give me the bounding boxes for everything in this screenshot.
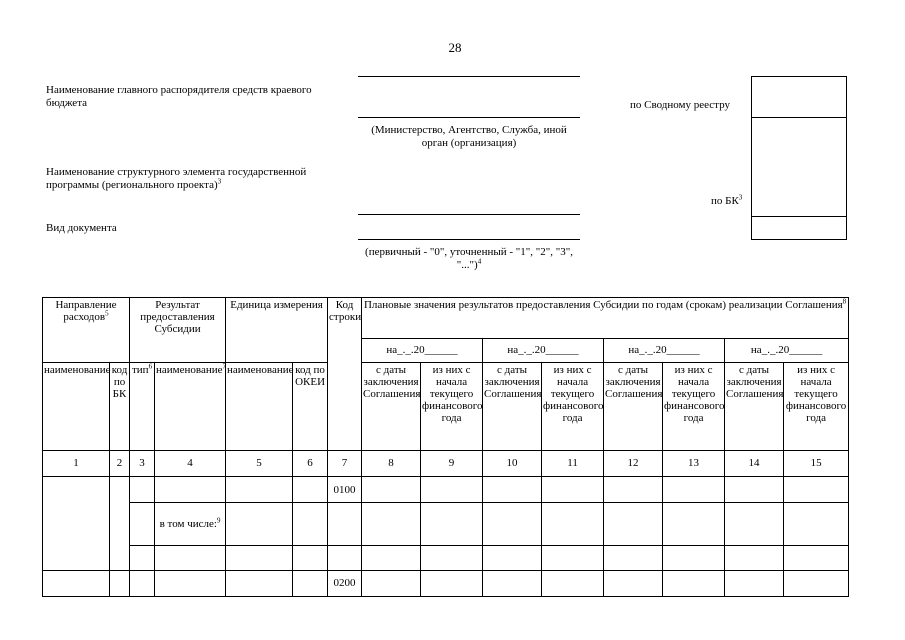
year-header-3: на_._.20______	[604, 338, 725, 362]
cell[interactable]	[542, 546, 604, 570]
header-plan-values: Плановые значения результатов предоставления Субсидии по годам (срокам) реализации Соглашения$^8$	[362, 298, 849, 339]
cell[interactable]	[421, 503, 483, 546]
subheader-from-date: с даты заключения Соглашения	[362, 363, 421, 450]
cell[interactable]	[725, 503, 784, 546]
subheader-result-name: наименование$^7$	[155, 363, 226, 450]
col-number: 11	[542, 450, 604, 476]
subheader-from-date: с даты заключения Соглашения	[604, 363, 663, 450]
including-label: в том числе:$^9$	[155, 503, 226, 546]
col-number: 9	[421, 450, 483, 476]
cell[interactable]	[226, 476, 293, 502]
row-code-cell: 0100	[328, 476, 362, 502]
col-number: 8	[362, 450, 421, 476]
cell[interactable]	[542, 570, 604, 596]
cell[interactable]	[226, 570, 293, 596]
cell[interactable]	[362, 570, 421, 596]
header-result: Результат предоставления Субсидии	[130, 298, 226, 363]
cell[interactable]	[604, 570, 663, 596]
cell[interactable]	[663, 570, 725, 596]
codes-box	[751, 76, 847, 240]
cell[interactable]	[483, 476, 542, 502]
cell[interactable]	[43, 570, 110, 596]
cell[interactable]	[362, 503, 421, 546]
table-row	[43, 546, 849, 570]
page-number: 28	[448, 40, 462, 55]
cell[interactable]	[663, 476, 725, 502]
cell[interactable]	[293, 476, 328, 502]
cell[interactable]	[362, 546, 421, 570]
subheader-bk-code: код по БК	[110, 363, 130, 450]
column-numbers-row	[43, 450, 849, 476]
cell[interactable]	[483, 546, 542, 570]
cell[interactable]	[604, 476, 663, 502]
subheader-from-year: из них с начала текущего финансового года	[421, 363, 483, 450]
cell[interactable]	[155, 546, 226, 570]
subheader-from-year: из них с начала текущего финансового года	[542, 363, 604, 450]
header-row-code: Код строки	[328, 298, 362, 451]
ministry-note: (Министерство, Агентство, Служба, иной орган (организация)	[371, 124, 567, 149]
cell[interactable]	[421, 570, 483, 596]
year-header-2: на_._.20______	[483, 338, 604, 362]
cell[interactable]	[226, 503, 293, 546]
cell[interactable]	[130, 503, 155, 546]
cell[interactable]	[784, 546, 849, 570]
col-number: 6	[293, 450, 328, 476]
cell[interactable]	[421, 546, 483, 570]
codes-box-divider	[752, 117, 846, 118]
cell[interactable]	[542, 503, 604, 546]
year-header-1: на_._.20______	[362, 338, 483, 362]
grbs-field-line[interactable]	[358, 117, 580, 118]
results-table	[42, 297, 849, 597]
bk-label: по $БК^3$	[711, 193, 743, 207]
subheader-from-year: из них с начала текущего финансового года	[663, 363, 725, 450]
cell[interactable]	[725, 546, 784, 570]
col-number: 2	[110, 450, 130, 476]
cell[interactable]	[293, 503, 328, 546]
col-number: 3	[130, 450, 155, 476]
struct-field-line[interactable]	[358, 214, 580, 215]
doc-type-field-line[interactable]	[358, 239, 580, 240]
header-direction: Направление расходов$^5$	[43, 298, 130, 363]
cell[interactable]	[663, 546, 725, 570]
cell[interactable]	[226, 546, 293, 570]
cell[interactable]	[483, 503, 542, 546]
header-unit: Единица измерения	[226, 298, 328, 363]
col-number: 13	[663, 450, 725, 476]
struct-element-label: Наименование структурного элемента государственной программы (регионального проекта)$^3$	[46, 166, 307, 191]
cell[interactable]	[483, 570, 542, 596]
subheader-okei: код по ОКЕИ	[293, 363, 328, 450]
cell[interactable]	[784, 503, 849, 546]
registry-label: по Сводному реестру	[630, 99, 730, 111]
cell[interactable]	[110, 570, 130, 596]
col-number: 5	[226, 450, 293, 476]
doc-kind-note: (первичный - "0", уточненный - "1", "2", "3", "...")$^4$	[365, 246, 573, 271]
cell[interactable]	[293, 570, 328, 596]
cell[interactable]	[421, 476, 483, 502]
cell[interactable]	[130, 570, 155, 596]
year-header-4: на_._.20______	[725, 338, 849, 362]
cell[interactable]	[604, 546, 663, 570]
table-row	[43, 476, 849, 502]
col-number: 12	[604, 450, 663, 476]
cell[interactable]	[130, 546, 155, 570]
cell[interactable]	[663, 503, 725, 546]
subheader-direction-name: наименование	[43, 363, 110, 450]
cell[interactable]	[362, 476, 421, 502]
subheader-unit-name: наименование	[226, 363, 293, 450]
cell[interactable]	[293, 546, 328, 570]
cell[interactable]	[110, 476, 130, 570]
cell[interactable]	[784, 570, 849, 596]
cell[interactable]	[725, 476, 784, 502]
col-number: 7	[328, 450, 362, 476]
cell[interactable]	[43, 476, 110, 570]
cell[interactable]	[328, 546, 362, 570]
table-row	[43, 503, 849, 546]
col-number: 4	[155, 450, 226, 476]
cell[interactable]	[155, 570, 226, 596]
codes-box-divider	[752, 216, 846, 217]
cell[interactable]	[784, 476, 849, 502]
subheader-type: тип$^6$	[130, 363, 155, 450]
cell[interactable]	[155, 476, 226, 502]
cell[interactable]	[725, 570, 784, 596]
row-code-cell: 0200	[328, 570, 362, 596]
col-number: 1	[43, 450, 110, 476]
col-number: 15	[784, 450, 849, 476]
doc-type-label: Вид документа	[46, 222, 117, 234]
grbs-label: Наименование главного распорядителя средств краевого бюджета	[46, 84, 312, 109]
cell[interactable]	[604, 503, 663, 546]
grbs-line-top	[358, 76, 580, 77]
cell[interactable]	[328, 503, 362, 546]
cell[interactable]	[542, 476, 604, 502]
cell[interactable]	[130, 476, 155, 502]
subheader-from-date: с даты заключения Соглашения	[483, 363, 542, 450]
subheader-from-year: из них с начала текущего финансового года	[784, 363, 849, 450]
subheader-from-date: с даты заключения Соглашения	[725, 363, 784, 450]
col-number: 10	[483, 450, 542, 476]
table-row	[43, 570, 849, 596]
col-number: 14	[725, 450, 784, 476]
